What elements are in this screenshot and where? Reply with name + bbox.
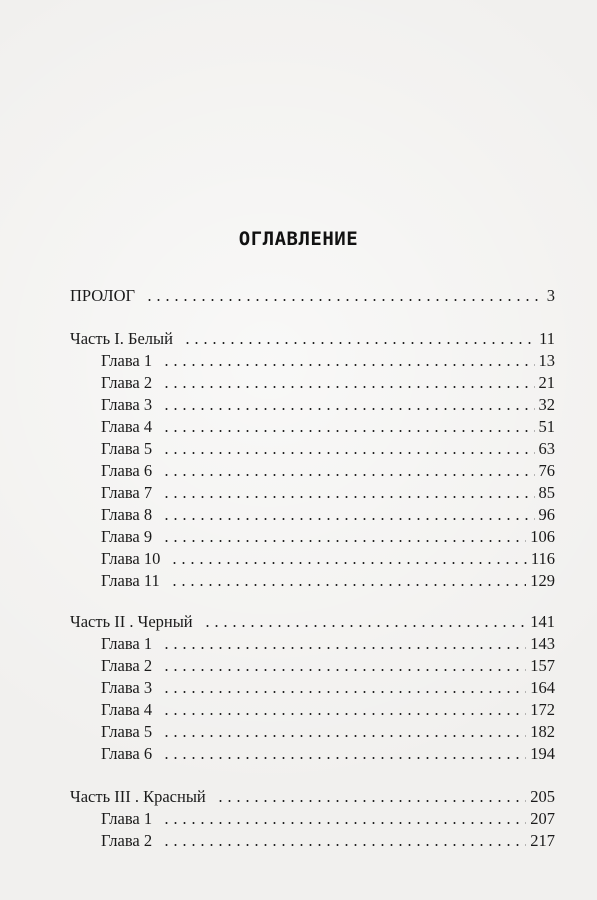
toc-entry-chapter (101, 482, 555, 504)
toc-entry-chapter (101, 350, 555, 372)
dot-leader (162, 669, 526, 671)
toc-entry-chapter (101, 721, 555, 743)
toc-entry-label: Глава 9 (101, 527, 153, 546)
toc-entry-chapter (101, 808, 555, 830)
dot-leader (162, 496, 534, 498)
toc-page-number: 51 (538, 417, 555, 436)
toc-entry-label: Глава 10 (101, 549, 161, 568)
toc-entry-label: Глава 8 (101, 505, 153, 524)
dot-leader (162, 757, 526, 759)
toc-page-number: 157 (530, 656, 555, 675)
toc-page-number: 172 (530, 700, 555, 719)
toc-entry-label: Глава 4 (101, 700, 153, 719)
toc-entry-chapter (101, 830, 555, 852)
dot-leader (145, 299, 541, 301)
toc-page-number: 141 (530, 612, 555, 631)
toc-entry-chapter (101, 438, 555, 460)
toc-page-number: 76 (538, 461, 555, 480)
toc-page-number: 143 (530, 634, 555, 653)
dot-leader (170, 562, 526, 564)
toc-page-number: 96 (538, 505, 555, 524)
dot-leader (162, 518, 534, 520)
dot-leader (162, 822, 526, 824)
toc-entry-label: Глава 5 (101, 722, 153, 741)
toc-entry-chapter (101, 633, 555, 655)
toc-page-number: 3 (546, 286, 555, 305)
toc-page-number: 32 (538, 395, 555, 414)
dot-leader (170, 584, 526, 586)
toc-entry-label: Глава 6 (101, 461, 153, 480)
dot-leader (162, 691, 526, 693)
dot-leader (162, 386, 534, 388)
toc-entry-prologue (70, 285, 555, 307)
toc-entry-label: Глава 1 (101, 634, 153, 653)
toc-entry-chapter (101, 743, 555, 765)
toc-entry-chapter (101, 699, 555, 721)
toc-page-number: 21 (538, 373, 555, 392)
toc-entry-part-2 (70, 611, 555, 633)
dot-leader (162, 408, 534, 410)
toc-page-number: 85 (538, 483, 555, 502)
dot-leader (162, 540, 526, 542)
toc-entry-part-3 (70, 786, 555, 808)
toc-title: ОГЛАВЛЕНИЕ (238, 228, 359, 250)
toc-page-number: 217 (530, 831, 555, 850)
dot-leader (216, 800, 527, 802)
toc-page-number: 207 (530, 809, 555, 828)
toc-entry-label: Глава 2 (101, 831, 153, 850)
toc-page-number: 182 (530, 722, 555, 741)
dot-leader (162, 474, 534, 476)
dot-leader (162, 647, 526, 649)
toc-entry-label: Глава 4 (101, 417, 153, 436)
dot-leader (162, 452, 534, 454)
toc-page-number: 13 (538, 351, 555, 370)
dot-leader (203, 625, 527, 627)
toc-entry-label: Глава 1 (101, 809, 153, 828)
toc-entry-chapter (101, 526, 555, 548)
toc-entry-chapter (101, 460, 555, 482)
toc-entry-label: Глава 1 (101, 351, 153, 370)
toc-entry-chapter (101, 655, 555, 677)
toc-entry-label: Глава 6 (101, 744, 153, 763)
toc-entry-label: Глава 7 (101, 483, 153, 502)
toc-entry-label: Глава 3 (101, 395, 153, 414)
toc-entry-label: ПРОЛОГ (70, 286, 136, 305)
toc-entry-chapter (101, 570, 555, 592)
toc-page-number: 129 (530, 571, 555, 590)
toc-entry-label: Часть II . Черный (70, 612, 193, 631)
toc-entry-chapter (101, 677, 555, 699)
dot-leader (162, 430, 534, 432)
toc-page-number: 164 (530, 678, 555, 697)
dot-leader (183, 342, 535, 344)
toc-page-number: 106 (530, 527, 555, 546)
dot-leader (162, 844, 526, 846)
toc-entry-part-1 (70, 328, 555, 350)
toc-entry-label: Глава 5 (101, 439, 153, 458)
dot-leader (162, 364, 534, 366)
toc-entry-label: Глава 3 (101, 678, 153, 697)
toc-entry-chapter (101, 394, 555, 416)
toc-page-number: 116 (530, 549, 555, 568)
toc-entry-label: Часть III . Красный (70, 787, 206, 806)
toc-entry-chapter (101, 548, 555, 570)
toc-page-number: 205 (530, 787, 555, 806)
toc-page-number: 11 (539, 329, 555, 348)
toc-entry-label: Глава 2 (101, 373, 153, 392)
toc-entry-label: Часть I. Белый (70, 329, 173, 348)
toc-entry-chapter (101, 372, 555, 394)
dot-leader (162, 713, 526, 715)
toc-entry-chapter (101, 416, 555, 438)
toc-entry-chapter (101, 504, 555, 526)
dot-leader (162, 735, 526, 737)
toc-page-number: 63 (538, 439, 555, 458)
toc-page-number: 194 (530, 744, 555, 763)
toc-entry-label: Глава 2 (101, 656, 153, 675)
toc-entry-label: Глава 11 (101, 571, 160, 590)
